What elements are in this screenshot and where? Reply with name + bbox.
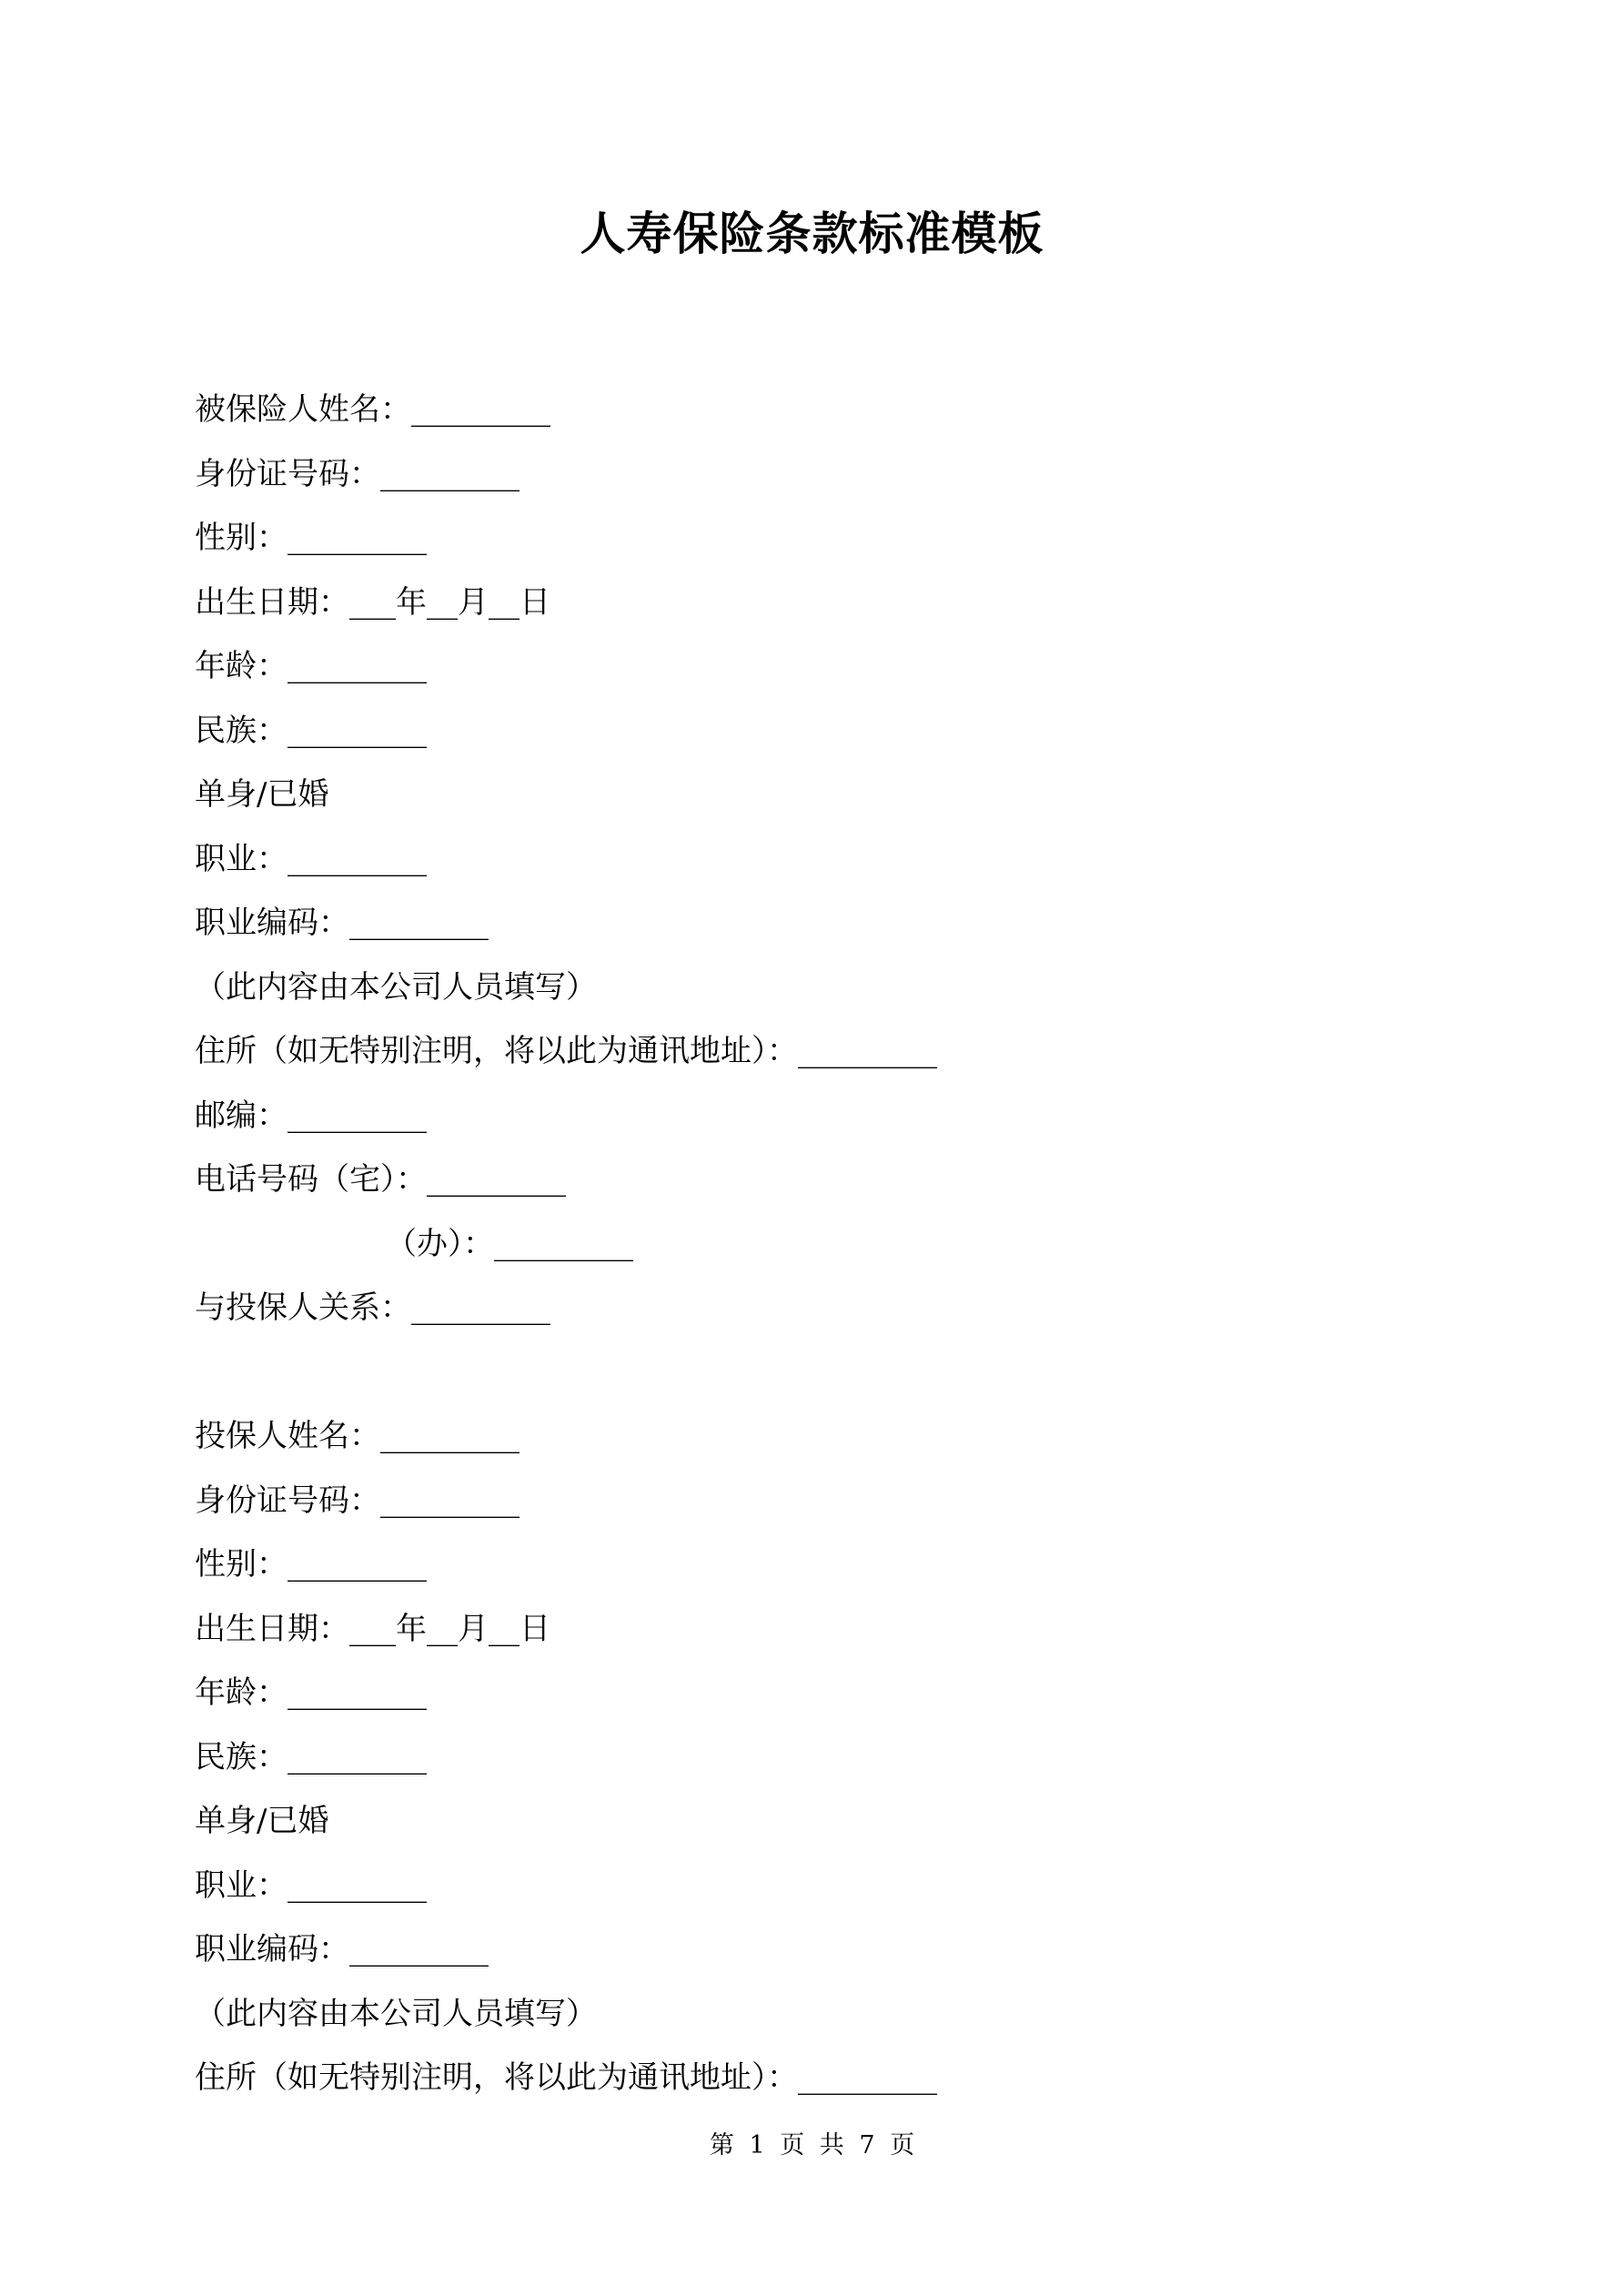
insured-name-line: 被保险人姓名：_________ <box>195 391 550 428</box>
document-title: 人寿保险条款标准模板 <box>580 207 1044 260</box>
page-footer: 第 1 页 共 7 页 <box>709 2131 915 2159</box>
section-spacer <box>195 1340 1468 1405</box>
applicant-staff-note: （此内容由本公司人员填写） <box>195 1995 597 2032</box>
applicant-gender-line: 性别：_________ <box>195 1546 427 1583</box>
applicant-occupation-line: 职业：_________ <box>195 1866 427 1904</box>
insured-occupation-line: 职业：_________ <box>195 840 427 877</box>
insured-age-line: 年龄：_________ <box>195 648 427 684</box>
form-body <box>195 378 1468 2110</box>
applicant-age-line: 年龄：_________ <box>195 1674 427 1711</box>
insured-id-number-line: 身份证号码：_________ <box>195 455 519 492</box>
insured-gender-line: 性别：_________ <box>195 520 427 556</box>
applicant-name-line: 投保人姓名：_________ <box>195 1418 519 1454</box>
insured-section <box>195 378 1468 1340</box>
applicant-section <box>195 1404 1468 2110</box>
applicant-ethnicity-line: 民族：_________ <box>195 1738 427 1775</box>
applicant-marital-status-line: 单身/已婚 <box>195 1803 329 1839</box>
applicant-occupation-code-line: 职业编码：_________ <box>195 1931 489 1967</box>
applicant-id-number-line: 身份证号码：_________ <box>195 1482 519 1519</box>
insured-birthdate-line: 出生日期：___年__月__日 <box>195 583 550 621</box>
insured-postcode-line: 邮编：_________ <box>195 1097 427 1134</box>
insured-office-phone-line: （办）：_________ <box>386 1225 633 1262</box>
applicant-birthdate-line: 出生日期：___年__月__日 <box>195 1610 550 1647</box>
applicant-address-line: 住所（如无特别注明，将以此为通讯地址）：_________ <box>195 2059 937 2096</box>
insured-relationship-line: 与投保人关系：_________ <box>195 1290 550 1326</box>
insured-home-phone-line: 电话号码（宅）：_________ <box>195 1161 566 1198</box>
insured-occupation-code-line: 职业编码：_________ <box>195 905 489 941</box>
insured-marital-status-line: 单身/已婚 <box>195 776 329 813</box>
insured-ethnicity-line: 民族：_________ <box>195 712 427 749</box>
insured-staff-note: （此内容由本公司人员填写） <box>195 968 597 1006</box>
insured-address-line: 住所（如无特别注明，将以此为通讯地址）：_________ <box>195 1033 937 1069</box>
